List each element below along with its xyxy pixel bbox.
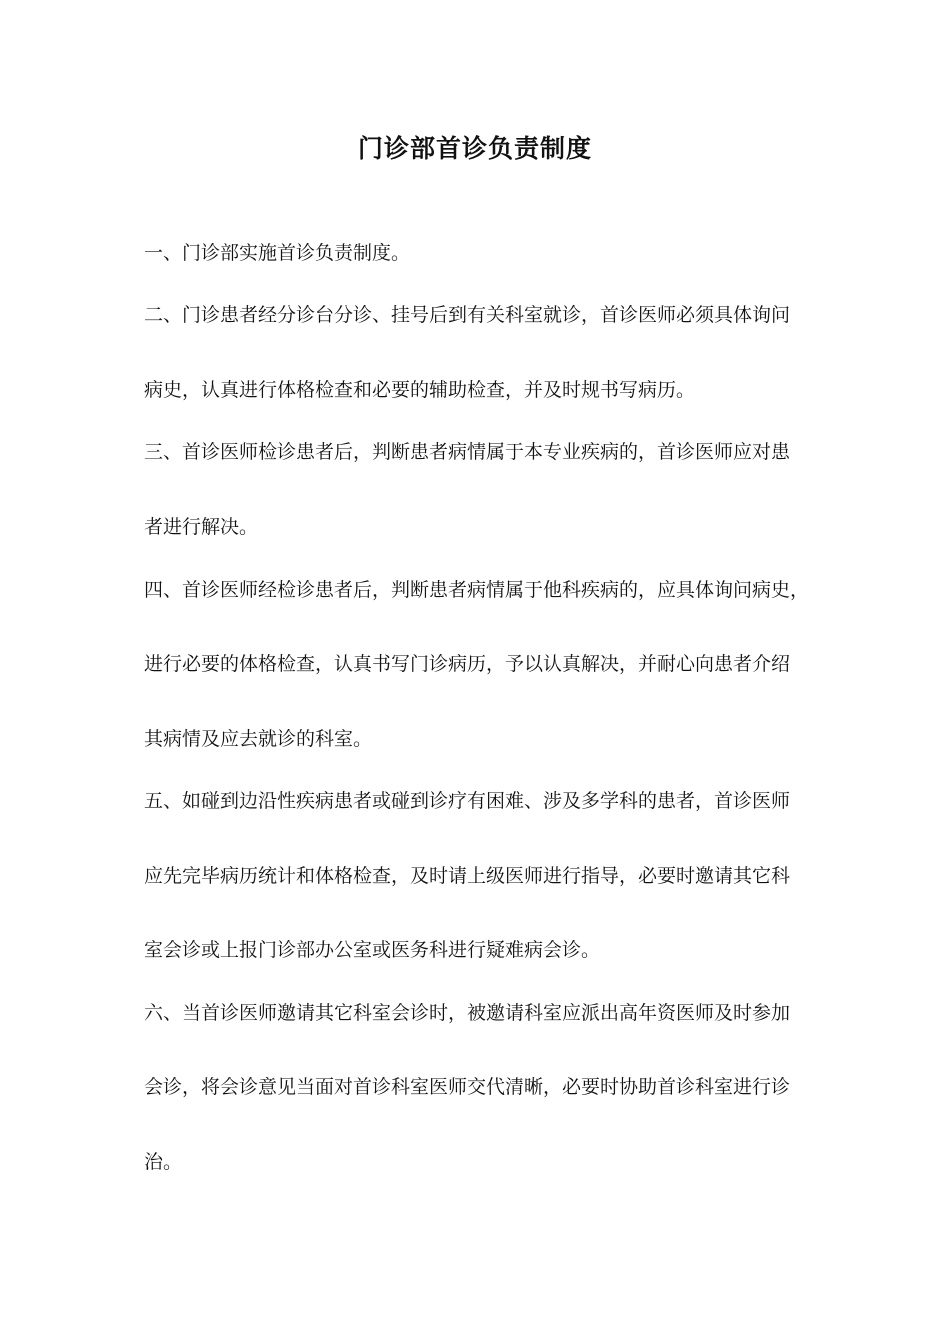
text-line: 治。 — [144, 1151, 183, 1173]
text-line: 应先完毕病历统计和体格检查，及时请上级医师进行指导，必要时邀请其它科 — [144, 865, 791, 887]
text-line: 五、如碰到边沿性疾病患者或碰到诊疗有困难、涉及多学科的患者，首诊医师 — [144, 790, 791, 812]
text-line: 病史，认真进行体格检查和必要的辅助检查，并及时规书写病历。 — [144, 379, 696, 401]
text-line: 三、首诊医师检诊患者后，判断患者病情属于本专业疾病的，首诊医师应对患 — [144, 441, 791, 463]
text-line: 室会诊或上报门诊部办公室或医务科进行疑难病会诊。 — [144, 939, 601, 961]
text-line: 进行必要的体格检查，认真书写门诊病历，予以认真解决，并耐心向患者介绍 — [144, 653, 791, 675]
page-title: 门诊部首诊负责制度 — [357, 134, 592, 163]
text-line: 六、当首诊医师邀请其它科室会诊时，被邀请科室应派出高年资医师及时参加 — [144, 1002, 791, 1024]
text-line: 者进行解决。 — [144, 516, 259, 538]
text-line: 一、门诊部实施首诊负责制度。 — [144, 242, 411, 264]
text-line: 二、门诊患者经分诊台分诊、挂号后到有关科室就诊，首诊医师必须具体询问 — [144, 304, 791, 326]
text-line: 其病情及应去就诊的科室。 — [144, 728, 373, 750]
text-line: 会诊，将会诊意见当面对首诊科室医师交代清晰，必要时协助首诊科室进行诊 — [144, 1076, 791, 1098]
text-line: 四、首诊医师经检诊患者后，判断患者病情属于他科疾病的，应具体询问病史， — [144, 579, 810, 601]
